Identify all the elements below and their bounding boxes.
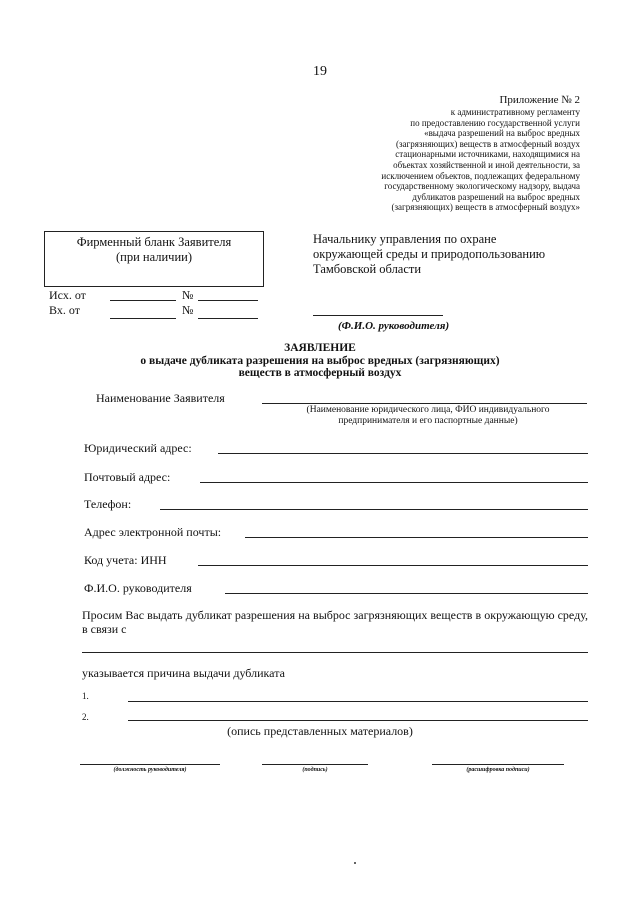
reason-field[interactable]: [82, 652, 588, 653]
appendix-line: «выдача разрешений на выброс вредных: [424, 128, 580, 139]
position-caption: (должность руководителя): [113, 767, 187, 773]
decoding-caption: (расшифровка подписи): [466, 767, 530, 773]
outgoing-date-field[interactable]: [110, 300, 176, 301]
legal-address-label: Юридический адрес:: [84, 441, 192, 455]
incoming-number-field[interactable]: [198, 318, 258, 319]
postal-address-field[interactable]: [200, 482, 588, 483]
outgoing-number-field[interactable]: [198, 300, 258, 301]
signature-caption: (подпись): [302, 767, 328, 773]
head-fio-field[interactable]: [313, 315, 443, 316]
outgoing-label: Исх. от: [49, 288, 86, 302]
letterhead-line2: (при наличии): [115, 249, 193, 264]
title-line1: ЗАЯВЛЕНИЕ: [284, 342, 356, 354]
appendix-line: стационарными источниками, находящимися на: [395, 149, 580, 160]
head-fio-label: Ф.И.О. руководителя: [84, 581, 192, 595]
phone-field[interactable]: [160, 509, 588, 510]
addressee-line1: Начальнику управления по охране: [313, 232, 497, 246]
letterhead-box: [44, 231, 264, 287]
applicant-label: Наименование Заявителя: [96, 391, 225, 405]
appendix-title: Приложение № 2: [499, 94, 580, 106]
addressee-line3: Тамбовской области: [313, 262, 422, 276]
page-number: 19: [313, 64, 327, 79]
request-text: Просим Вас выдать дубликат разрешения на выброс загрязняющих веществ в окружающую среду, в связи с: [82, 608, 588, 636]
appendix-line: по предоставлению государственной услуги: [410, 117, 580, 128]
letterhead-line1: Фирменный бланк Заявителя: [76, 235, 232, 249]
postal-address-label: Почтовый адрес:: [84, 470, 171, 484]
head-fio-input[interactable]: [225, 593, 588, 594]
appendix-line: исключением объектов, подлежащих федеральному: [381, 170, 580, 181]
head-fio-hint: (Ф.И.О. руководителя): [338, 320, 450, 332]
applicant-hint-line1: (Наименование юридического лица, ФИО индивидуального: [306, 405, 550, 415]
scan-speck: [354, 862, 356, 864]
reason-caption: указывается причина выдачи дубликата: [82, 666, 285, 680]
addressee-line2: окружающей среды и природопользованию: [313, 247, 546, 261]
appendix-block: [280, 94, 580, 213]
incoming-label: Вх. от: [49, 303, 80, 317]
email-field[interactable]: [245, 537, 588, 538]
appendix-line: (загрязняющих) веществ в атмосферный воздух»: [391, 202, 580, 213]
document-title: [0, 342, 640, 380]
applicant-name-field[interactable]: [262, 403, 587, 404]
outgoing-number-sign: №: [182, 288, 194, 302]
legal-address-field[interactable]: [218, 453, 588, 454]
material-item-field-2[interactable]: [128, 720, 588, 721]
phone-label: Телефон:: [84, 497, 132, 511]
title-line2: о выдаче дубликата разрешения на выброс вредных (загрязняющих): [140, 354, 500, 367]
item-number: 1.: [82, 691, 89, 701]
inn-field[interactable]: [198, 565, 588, 566]
applicant-hint: [268, 405, 588, 427]
decoding-signature-line[interactable]: [432, 764, 564, 765]
appendix-line: государственному экологическому надзору, выдача: [384, 181, 580, 192]
incoming-date-field[interactable]: [110, 318, 176, 319]
applicant-hint-line2: предпринимателя и его паспортные данные): [338, 416, 518, 426]
material-item-field-1[interactable]: [128, 701, 588, 702]
appendix-line: дубликатов разрешений на выброс вредных: [412, 191, 580, 202]
item-number: 2.: [82, 712, 89, 722]
appendix-line: объектах хозяйственной и иной деятельности, за: [393, 159, 580, 170]
appendix-line: к административному регламенту: [450, 107, 580, 117]
signature-line[interactable]: [262, 764, 368, 765]
email-label: Адрес электронной почты:: [84, 525, 222, 539]
position-signature-line[interactable]: [80, 764, 220, 765]
appendix-line: (загрязняющих) веществ в атмосферный воздух: [395, 138, 580, 149]
materials-caption: (опись представленных материалов): [227, 724, 413, 738]
addressee-block: [313, 232, 603, 277]
inn-label: Код учета: ИНН: [84, 553, 167, 567]
incoming-number-sign: №: [182, 303, 194, 317]
title-line3: веществ в атмосферный воздух: [238, 367, 402, 379]
